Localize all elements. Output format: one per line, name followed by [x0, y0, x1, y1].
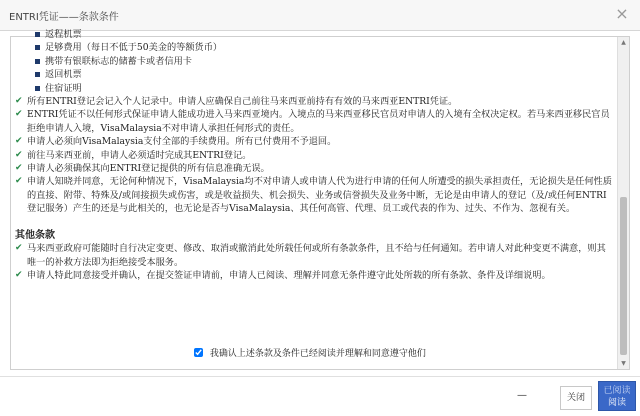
list-item: 住宿证明	[15, 82, 613, 95]
check-icon: ✔	[15, 149, 23, 160]
check-icon: ✔	[15, 269, 23, 280]
confirm-read-button[interactable]: 已阅读 阅读	[598, 381, 636, 411]
list-item: 足够费用（每日不低于50美金的等额货币）	[15, 41, 613, 54]
dialog-titlebar	[0, 0, 640, 31]
section-title-other-terms: 其他条款	[15, 229, 55, 241]
term-item: ✔ ENTRI凭证不以任何形式保证申请人能成功进入马来西亚境内。入境点的马来西亚移民官员对申请人的入境有全权决定权。若马来西亚移民官员拒绝申请人入境，VisaMalaysia不对申请人承担任何形式的责任。	[15, 109, 610, 134]
check-icon: ✔	[15, 243, 23, 254]
check-icon: ✔	[15, 109, 23, 120]
term-item: ✔ 申请人特此同意接受并确认，在提交签证申请前，申请人已阅读、理解并同意无条件遵守此处所载的所有条款、条件及详细说明。	[15, 269, 551, 281]
vertical-scrollbar[interactable]	[617, 37, 629, 369]
requirements-list	[15, 28, 613, 95]
term-item: ✔ 前往马来西亚前，申请人必须适时完成其ENTRI登记。	[15, 149, 252, 161]
list-item: 返回机票	[15, 68, 613, 81]
term-item: ✔ 所有ENTRI登记会记入个人记录中。申请人应确保自己前往马来西亚前持有有效的马来西亚ENTRI凭证。	[15, 96, 458, 108]
dialog-title: ENTRI凭证——条款条件	[9, 12, 119, 23]
check-icon: ✔	[15, 163, 23, 174]
terms-scroll-area[interactable]	[10, 29, 630, 370]
agree-checkbox[interactable]	[194, 348, 203, 357]
agree-label: 我确认上述条款及条件已经阅读并理解和同意遵守他们	[209, 349, 426, 359]
check-icon: ✔	[15, 96, 23, 107]
check-icon: ✔	[15, 176, 23, 187]
check-icon: ✔	[15, 136, 23, 147]
term-item: ✔ 申请人必须确保其向ENTRI登记提供的所有信息准确无误。	[15, 163, 270, 175]
scrollbar-thumb[interactable]	[620, 197, 627, 355]
scroll-down-icon[interactable]: ▼	[621, 360, 626, 367]
agree-checkbox-row[interactable]	[10, 346, 610, 359]
scroll-up-icon[interactable]: ▲	[621, 39, 626, 46]
list-item: 携带有银联标志的储蓄卡或者信用卡	[15, 55, 613, 68]
term-item: ✔ 马来西亚政府可能随时自行决定变更、修改、取消或撤消此处所载任何或所有条款条件，且不给与任何通知。若申请人对此种变更不满意，则其唯一的补救方法即为拒绝接受本服务。	[15, 243, 606, 268]
list-item: 返程机票	[15, 28, 613, 41]
dialog-footer	[0, 376, 640, 416]
term-item: ✔ 申请人必须向VisaMalaysia支付全部的手续费用。所有已付费用不予退回。	[15, 136, 337, 148]
terms-content	[15, 29, 613, 291]
term-item: ✔ 申请人知晓并同意，无论何种情况下，VisaMalaysia均不对申请人或申请人代为进行申请的任何人所遭受的损失承担责任，无论损失是任何性质的直接、附带、特殊及/或间接损失或伤害，或是收益损失、机会损失、业务或信誉损失及业务中断，无论是由申请人的登记（及/或任何ENTRI登记服务）产生的还是与此相关的，也无论是否与VisaMalaysia、其任何高管、代理、员工或代表的作为、过失、不作为、忽视有关。	[15, 176, 612, 215]
minimize-icon[interactable]: —	[517, 390, 527, 401]
close-button[interactable]: 关闭	[560, 386, 592, 410]
close-icon[interactable]: ×	[615, 4, 629, 23]
